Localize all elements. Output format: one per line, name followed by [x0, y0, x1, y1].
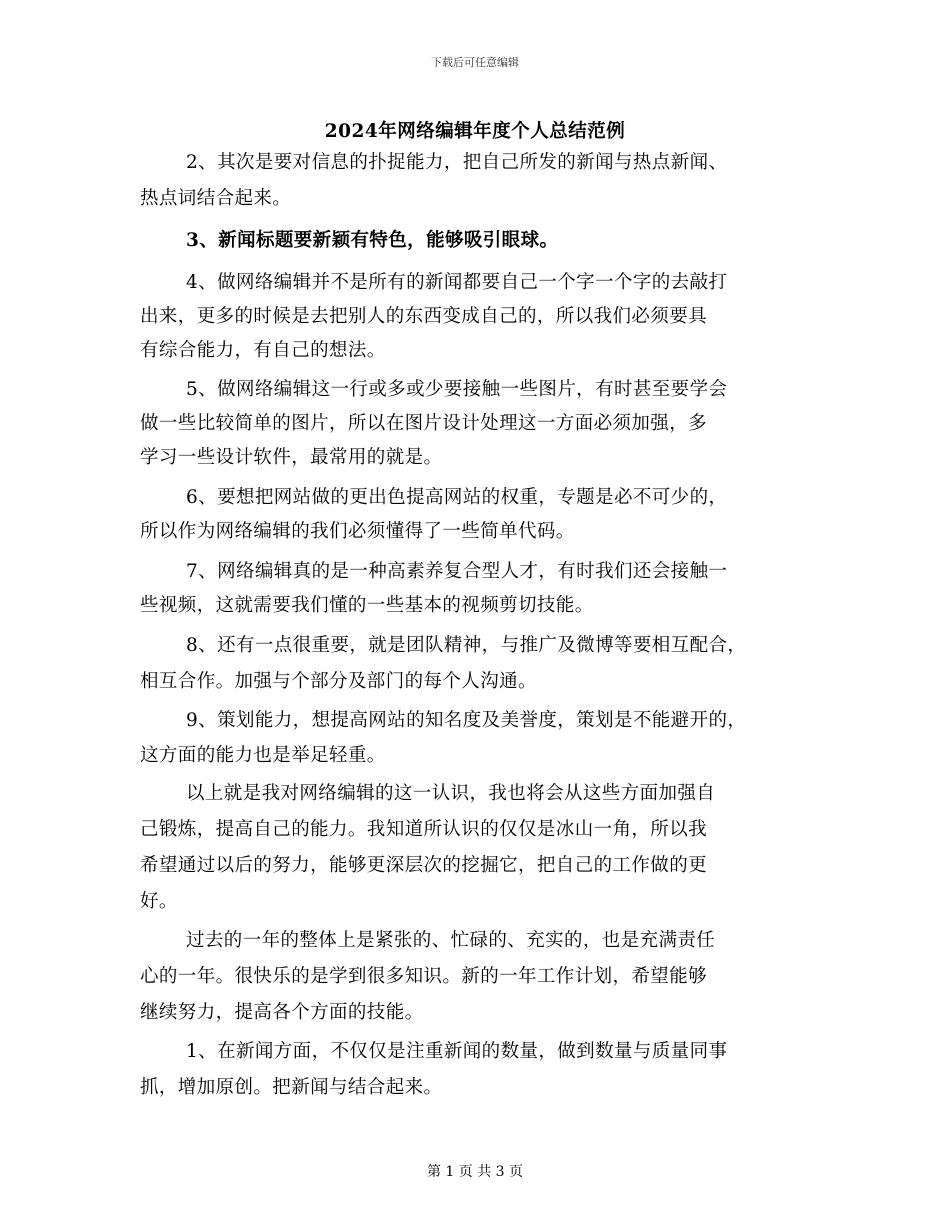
paragraph-line: 2、其次是要对信息的扑捉能力，把自己所发的新闻与热点新闻、 — [186, 152, 728, 173]
paragraph-line: 所以作为网络编辑的我们必须懂得了一些简单代码。 — [140, 521, 575, 542]
paragraph-line: 些视频，这就需要我们懂的一些基本的视频剪切技能。 — [140, 595, 594, 616]
page-footer: 第 1 页 共 3 页 — [426, 1164, 524, 1180]
paragraph-line: 8、还有一点很重要，就是团队精神，与推广及微博等要相互配合， — [186, 635, 747, 656]
paragraph-line: 抓，增加原创。把新闻与结合起来。 — [140, 1077, 443, 1098]
paragraph-line: 7、网络编辑真的是一种高素养复合型人才，有时我们还会接触一 — [186, 561, 728, 582]
paragraph-line: 出来，更多的时候是去把别人的东西变成自己的，所以我们必须要具 — [140, 306, 708, 327]
paragraph-line: 继续努力，提高各个方面的技能。 — [140, 1002, 424, 1023]
paragraph-line: 5、做网络编辑这一行或多或少要接触一些图片，有时甚至要学会 — [186, 379, 728, 400]
paragraph-line: 以上就是我对网络编辑的这一认识，我也将会从这些方面加强自 — [186, 783, 716, 804]
paragraph-line: 这方面的能力也是举足轻重。 — [140, 745, 386, 766]
paragraph-line: 热点词结合起来。 — [140, 188, 292, 209]
paragraph-line: 相互合作。加强与个部分及部门的每个人沟通。 — [140, 671, 537, 692]
paragraph-line: 6、要想把网站做的更出色提高网站的权重，专题是必不可少的， — [186, 487, 728, 508]
paragraph-line: 学习一些设计软件，最常用的就是。 — [140, 447, 443, 468]
document-title: 2024年网络编辑年度个人总结范例 — [324, 121, 626, 142]
paragraph-line: 过去的一年的整体上是紧张的、忙碌的、充实的，也是充满责任 — [186, 930, 716, 951]
paragraph-line: 好。 — [140, 891, 178, 912]
paragraph-line: 1、在新闻方面，不仅仅是注重新闻的数量，做到数量与质量同事 — [186, 1041, 728, 1062]
paragraph-line: 希望通过以后的努力，能够更深层次的挖掘它，把自己的工作做的更 — [140, 855, 708, 876]
header-note: 下载后可任意编辑 — [431, 56, 519, 69]
paragraph-line: 4、做网络编辑并不是所有的新闻都要自己一个字一个字的去敲打 — [186, 272, 728, 293]
paragraph-line: 做一些比较简单的图片，所以在图片设计处理这一方面必须加强，多 — [140, 413, 708, 434]
paragraph-line: 9、策划能力，想提高网站的知名度及美誉度，策划是不能避开的， — [186, 710, 747, 731]
paragraph-line: 己锻炼，提高自己的能力。我知道所认识的仅仅是冰山一角，所以我 — [140, 819, 708, 840]
paragraph-line-bold: 3、新闻标题要新颖有特色，能够吸引眼球。 — [186, 230, 559, 251]
paragraph-line: 有综合能力，有自己的想法。 — [140, 340, 386, 361]
paragraph-line: 心的一年。很快乐的是学到很多知识。新的一年工作计划，希望能够 — [140, 966, 708, 987]
